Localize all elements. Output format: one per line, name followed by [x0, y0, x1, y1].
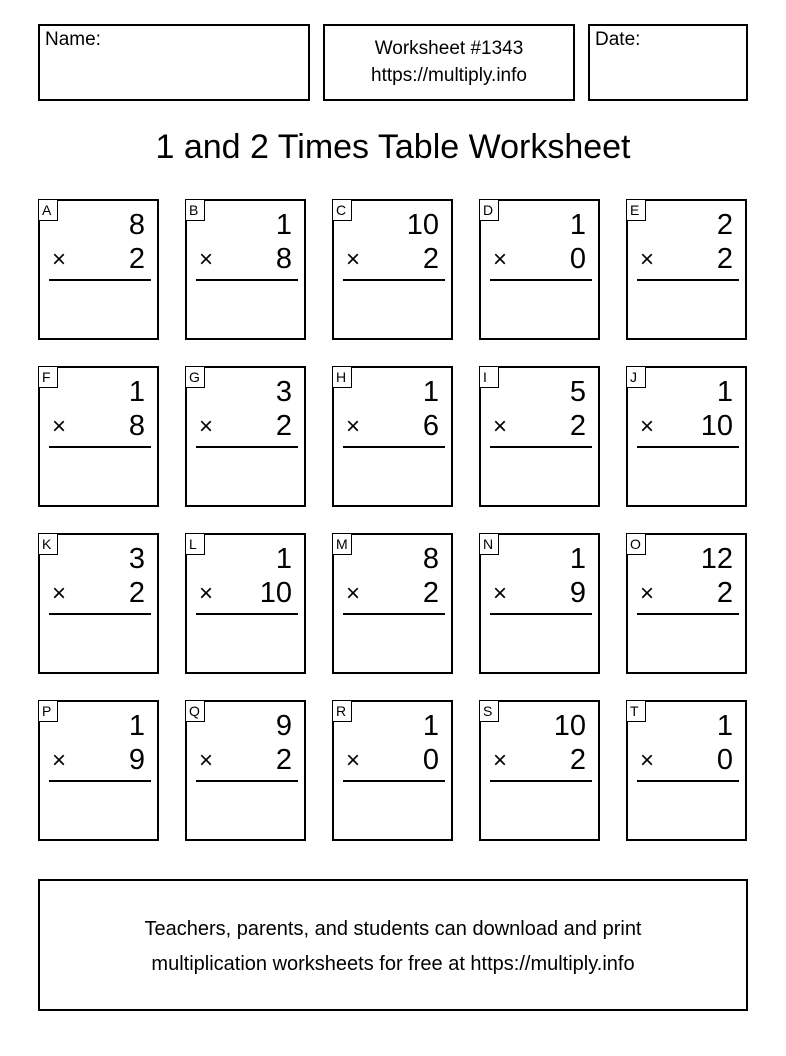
problem-letter: O: [626, 533, 646, 555]
times-sign: ×: [199, 747, 214, 774]
answer-line: [49, 780, 151, 782]
multiplier: 2: [128, 243, 145, 275]
multiplier: 0: [422, 744, 439, 776]
times-sign: ×: [640, 580, 655, 607]
problem-card: [626, 533, 747, 674]
problem-card: [185, 199, 306, 340]
worksheet-url: https://multiply.info: [371, 65, 527, 86]
problem-letter: B: [185, 199, 205, 221]
worksheet-number: Worksheet #1343: [374, 38, 524, 59]
times-sign: ×: [52, 747, 67, 774]
problem-letter: C: [332, 199, 352, 221]
problem-card: [185, 533, 306, 674]
answer-line: [343, 446, 445, 448]
answer-line: [490, 780, 592, 782]
date-field-box: [588, 24, 748, 101]
problem-letter: D: [479, 199, 499, 221]
answer-line: [490, 446, 592, 448]
multiplier: 0: [716, 744, 733, 776]
times-sign: ×: [346, 747, 361, 774]
problem-letter: J: [626, 366, 646, 388]
answer-line: [637, 279, 739, 281]
problem-card: [332, 199, 453, 340]
times-sign: ×: [199, 580, 214, 607]
answer-line: [637, 446, 739, 448]
multiplicand: 8: [422, 543, 439, 575]
problem-letter: M: [332, 533, 352, 555]
problem-card: [479, 700, 600, 841]
multiplicand: 2: [716, 209, 733, 241]
problem-letter: A: [38, 199, 58, 221]
problem-letter: H: [332, 366, 352, 388]
problem-letter: G: [185, 366, 205, 388]
problem-letter: F: [38, 366, 58, 388]
footer-box: [38, 879, 748, 1011]
problem-card: [332, 533, 453, 674]
date-label: Date:: [595, 29, 641, 50]
answer-line: [196, 613, 298, 615]
problem-card: [332, 700, 453, 841]
multiplier: 2: [275, 410, 292, 442]
footer-line-2: multiplication worksheets for free at https://multiply.info: [151, 953, 635, 975]
multiplicand: 1: [716, 710, 733, 742]
problem-letter: I: [479, 366, 499, 388]
multiplier: 8: [275, 243, 292, 275]
times-sign: ×: [493, 413, 508, 440]
multiplicand: 5: [569, 376, 586, 408]
problem-letter: R: [332, 700, 352, 722]
multiplicand: 3: [128, 543, 145, 575]
multiplicand: 1: [569, 543, 586, 575]
problem-card: [626, 700, 747, 841]
multiplicand: 1: [128, 710, 145, 742]
problem-letter: K: [38, 533, 58, 555]
problem-letter: P: [38, 700, 58, 722]
multiplier: 8: [128, 410, 145, 442]
problem-card: [38, 366, 159, 507]
multiplier: 9: [128, 744, 145, 776]
multiplicand: 1: [569, 209, 586, 241]
times-sign: ×: [52, 580, 67, 607]
times-sign: ×: [493, 246, 508, 273]
problem-card: [479, 199, 600, 340]
problem-card: [332, 366, 453, 507]
problem-card: [185, 366, 306, 507]
multiplier: 10: [259, 577, 292, 609]
footer-line-1: Teachers, parents, and students can download and print: [144, 918, 642, 940]
page-title: 1 and 2 Times Table Worksheet: [155, 128, 631, 166]
multiplicand: 1: [128, 376, 145, 408]
times-sign: ×: [493, 747, 508, 774]
problem-letter: N: [479, 533, 499, 555]
multiplier: 2: [422, 243, 439, 275]
multiplier: 2: [275, 744, 292, 776]
problem-card: [38, 533, 159, 674]
multiplicand: 8: [128, 209, 145, 241]
answer-line: [637, 613, 739, 615]
times-sign: ×: [346, 246, 361, 273]
multiplicand: 1: [422, 710, 439, 742]
times-sign: ×: [199, 413, 214, 440]
answer-line: [49, 279, 151, 281]
times-sign: ×: [640, 747, 655, 774]
multiplicand: 10: [406, 209, 439, 241]
answer-line: [49, 446, 151, 448]
multiplicand: 10: [553, 710, 586, 742]
name-label: Name:: [45, 29, 101, 50]
multiplicand: 1: [275, 543, 292, 575]
answer-line: [196, 279, 298, 281]
multiplier: 0: [569, 243, 586, 275]
answer-line: [196, 446, 298, 448]
problem-card: [626, 366, 747, 507]
multiplier: 2: [422, 577, 439, 609]
multiplier: 9: [569, 577, 586, 609]
answer-line: [637, 780, 739, 782]
multiplier: 2: [569, 744, 586, 776]
multiplier: 2: [569, 410, 586, 442]
multiplicand: 1: [716, 376, 733, 408]
multiplier: 2: [716, 243, 733, 275]
answer-line: [49, 613, 151, 615]
footer-text: [40, 912, 746, 982]
multiplicand: 1: [422, 376, 439, 408]
multiplier: 10: [700, 410, 733, 442]
times-sign: ×: [346, 413, 361, 440]
times-sign: ×: [52, 246, 67, 273]
problem-card: [479, 533, 600, 674]
problem-card: [38, 199, 159, 340]
problem-letter: S: [479, 700, 499, 722]
problem-letter: Q: [185, 700, 205, 722]
answer-line: [490, 279, 592, 281]
problem-card: [479, 366, 600, 507]
answer-line: [343, 279, 445, 281]
times-sign: ×: [493, 580, 508, 607]
answer-line: [196, 780, 298, 782]
problem-letter: L: [185, 533, 205, 555]
times-sign: ×: [199, 246, 214, 273]
times-sign: ×: [346, 580, 361, 607]
times-sign: ×: [640, 246, 655, 273]
multiplicand: 3: [275, 376, 292, 408]
multiplier: 2: [716, 577, 733, 609]
times-sign: ×: [640, 413, 655, 440]
problem-card: [626, 199, 747, 340]
times-sign: ×: [52, 413, 67, 440]
answer-line: [343, 613, 445, 615]
problem-letter: E: [626, 199, 646, 221]
answer-line: [490, 613, 592, 615]
multiplier: 2: [128, 577, 145, 609]
worksheet-info-box: [323, 24, 575, 101]
name-field-box: [38, 24, 310, 101]
answer-line: [343, 780, 445, 782]
problem-card: [185, 700, 306, 841]
problem-card: [38, 700, 159, 841]
multiplicand: 12: [700, 543, 733, 575]
multiplicand: 9: [275, 710, 292, 742]
multiplier: 6: [422, 410, 439, 442]
multiplicand: 1: [275, 209, 292, 241]
problem-letter: T: [626, 700, 646, 722]
